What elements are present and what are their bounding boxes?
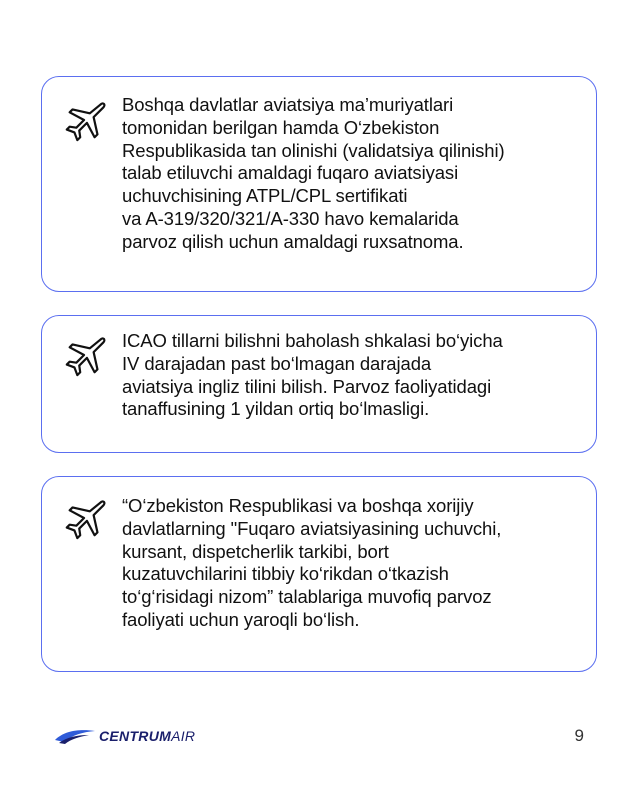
requirement-card-2 xyxy=(41,315,597,453)
airplane-icon xyxy=(62,495,108,541)
page-number: 9 xyxy=(574,726,584,745)
swoosh-icon xyxy=(55,728,95,744)
requirement-card-1 xyxy=(41,76,597,292)
card-text: “O‘zbekiston Respublikasi va boshqa xorijiy davlatlarning "Fuqaro aviatsiyasining uchuvchi, kursant, dispetcherlik tarkibi, bort kuzatuvchilarini tibbiy ko‘rikdan o‘tkazish to‘g‘risidagi nizom” talablariga muvofiq parvoz faoliyati uchun yaroqli bo‘lish. xyxy=(122,495,502,630)
centrum-air-logo xyxy=(55,725,195,747)
requirement-card-3 xyxy=(41,476,597,672)
airplane-icon xyxy=(62,332,108,378)
airplane-icon xyxy=(62,97,108,143)
card-text: ICAO tillarni bilishni baholash shkalasi bo‘yicha IV darajadan past bo‘lmagan darajada aviatsiya ingliz tilini bilish. Parvoz faoliyatidagi tanaffusining 1 yildan ortiq bo‘lmasligi. xyxy=(122,330,503,420)
brand-name: CENTRUMAIR xyxy=(99,728,196,744)
card-text: Boshqa davlatlar aviatsiya ma’muriyatlari tomonidan berilgan hamda O‘zbekiston Respublikasida tan olinishi (validatsiya qilinishi) talab etiluvchi amaldagi fuqaro aviatsiyasi uchuvchisining ATPL/CPL sertifikati va A-319/320/321/A-330 havo kemalarida parvoz qilish uchun amaldagi ruxsatnoma. xyxy=(122,94,505,252)
